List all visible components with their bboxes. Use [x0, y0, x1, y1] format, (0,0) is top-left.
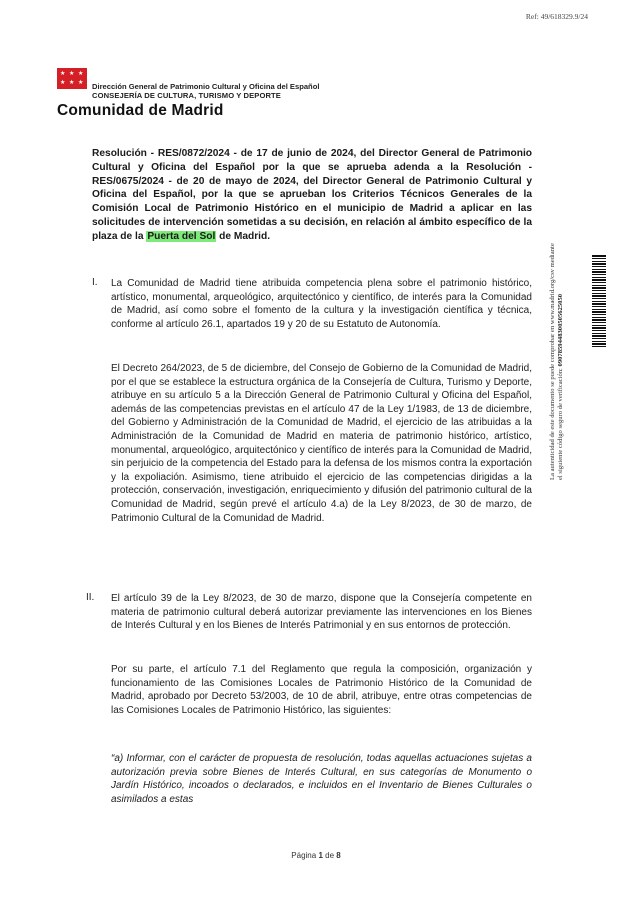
barcode	[592, 255, 606, 347]
star-icon: ★	[78, 71, 84, 77]
page-number: 1	[318, 851, 323, 860]
highlighted-text: Puerta del Sol	[147, 230, 216, 242]
header-department	[92, 82, 319, 100]
star-icon: ★	[69, 71, 75, 77]
quoted-paragraph: “a) Informar, con el carácter de propuesta de resolución, todas aquellas actuaciones sujetas a autorización previa sobre Bienes de Interés Cultural, en sus categorías de Monumento o Jardín Histórico, incoados o declarados, e incluidos en el Inventario de Bienes Culturales o asimilados a estas	[111, 753, 532, 805]
paragraph: La Comunidad de Madrid tiene atribuida competencia plena sobre el patrimonio histórico, artístico, monumental, arqueológico, arquitectónico y científico, de interés para la Comunidad de Madrid, así como sobre el fomento de la cultura y la investigación científica y técnica, conforme al artículo 26.1, apartados 19 y 20 de su Estatuto de Autonomía.	[111, 278, 532, 330]
paragraph: El Decreto 264/2023, de 5 de diciembre, del Consejo de Gobierno de la Comunidad de Madrid, por el que se establece la estructura orgánica de la Consejería de Cultura, Turismo y Deporte, atribuye en su artículo 5 a la Dirección General de Patrimonio Cultural y Oficina del Español, además de las competencias previstas en el artículo 47 de la Ley 1/1983, de 13 de diciembre, del Gobierno y Administración de la Comunidad de Madrid, el ejercicio de las atribuidas a la Administración de la Comunidad de Madrid en materia de patrimonio histórico, artístico, monumental, arqueológico, arquitectónico y científico de interés para la Comunidad de Madrid, sin perjuicio de la competencia del Estado para la defensa de los mismos contra la exportación y la expoliación. Asimismo, tiene atribuido el ejercicio de las competencias dirigidas a la protección, conservación, investigación, enriquecimiento y difusión del patrimonio cultural de la Comunidad de Madrid, según prevé el artículo 4.a) de la Ley 8/2023, de 30 de marzo, de Patrimonio Cultural de la Comunidad de Madrid.	[111, 363, 532, 524]
page-label: Página	[291, 851, 317, 860]
star-icon: ★	[60, 71, 66, 77]
title-text-end: de Madrid.	[216, 230, 271, 242]
csv-text: La autenticidad de este documento se puede comprobar en www.madrid.org/csv mediante el siguiente código seguro de verificación:	[549, 243, 564, 480]
section-number: II.	[86, 592, 95, 603]
paragraph: Por su parte, el artículo 7.1 del Reglamento que regula la composición, organización y funcionamiento de las Comisiones Locales de Patrimonio Histórico de la Comunidad de Madrid, aprobado por Decreto 53/2003, de 10 de abril, atribuye, entre otras competencias de las Comisiones Locales de Patrimonio Histórico, las siguientes:	[111, 664, 532, 716]
page-of: de	[325, 851, 335, 860]
csv-code: 0907859448300505625050	[557, 293, 564, 367]
star-icon: ★	[60, 80, 66, 86]
comunidad-madrid-flag-logo	[57, 68, 87, 89]
page-footer	[0, 851, 632, 860]
reference-number: Ref: 49/618329.9/24	[525, 12, 588, 21]
paragraph: El artículo 39 de la Ley 8/2023, de 30 de marzo, dispone que la Consejería competente en materia de patrimonio cultural deberá autorizar previamente las intervenciones en los Bienes de Interés Cultural y en los Bienes de Interés Patrimonial y en sus entornos de protección.	[111, 593, 532, 632]
star-icon: ★	[69, 80, 75, 86]
section-number: I.	[92, 277, 98, 288]
page-total: 8	[336, 851, 341, 860]
star-icon: ★	[78, 80, 84, 86]
csv-verification-note	[549, 240, 565, 480]
title-text: Resolución - RES/0872/2024 - de 17 de junio de 2024, del Director General de Patrimonio Cultural y Oficina del Español por la que se aprueba adenda a la Resolución - RES/0675/2024 - de 20 de mayo de 2024, del Director General de Patrimonio Cultural y Oficina del Español, por la que se aprueban los Criterios Técnicos Generales de la Comisión Local de Patrimonio Histórico en el municipio de Madrid a aplicar en las solicitudes de intervención sometidas a su decisión, en relación al ámbito específico de la plaza de la	[92, 148, 532, 242]
header-direccion: Dirección General de Patrimonio Cultural y Oficina del Español	[92, 82, 320, 91]
header-consejeria: CONSEJERÍA DE CULTURA, TURISMO Y DEPORTE	[92, 91, 281, 100]
organization-name: Comunidad de Madrid	[57, 102, 224, 119]
resolution-title	[92, 147, 532, 244]
